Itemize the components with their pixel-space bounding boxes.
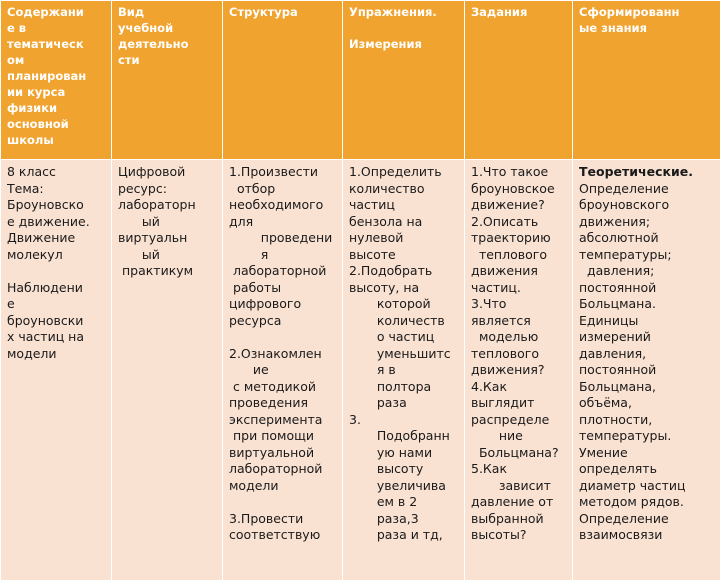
header-cell-content: Содержани е в тематическ ом планирован ии курса физики основной школы [1,1,112,160]
header-cell-knowledge: Сформированн ые знания [573,1,720,160]
header-cell-tasks: Задания [465,1,573,160]
cell-activity: Цифровой ресурс: лабораторн ый виртуальн ый практикум [112,160,223,581]
cell-structure: 1.Произвести отбор необходимого для проведени я лабораторной работы цифрового ресурса 2.Ознакомлен ие с методикой проведения эксперимента при помощи виртуальной лабораторной модели 3.Провести соответствую [223,160,343,581]
header-cell-exercises: Упражнения. Измерения [343,1,465,160]
cell-knowledge [573,160,720,581]
header-cell-structure: Структура [223,1,343,160]
table-row [1,160,720,581]
cell-tasks: 1.Что такое броуновское движение? 2.Описать траекторию теплового движения частиц. 3.Что является моделью теплового движения? 4.Как выглядит распределе ние Больцмана? 5.Как зависит давление от выбранной высоты? [465,160,573,581]
knowledge-heading: Теоретические. [579,164,693,179]
cell-exercises: 1.Определить количество частиц бензола на нулевой высоте 2.Подобрать высоту, на которой количеств о частиц уменьшитс я в полтора раза 3. Подобранн ую нами высоту увеличива ем в 2 раза,3 раза и тд, [343,160,465,581]
header-row [1,1,720,160]
knowledge-text: Определение броуновского движения; абсолютной температуры; давления; постоянной Больцмана. Единицы измерений давления, постоянной Больцмана, объёма, плотности, температуры. Умение определять диаметр частиц методом рядов. Определение взаимосвязи [579,181,686,543]
header-cell-activity-type: Вид учебной деятельно сти [112,1,223,160]
cell-topic: 8 класс Тема: Броуновско е движение. Движение молекул Наблюдени е броуновски х частиц на модели [1,160,112,581]
